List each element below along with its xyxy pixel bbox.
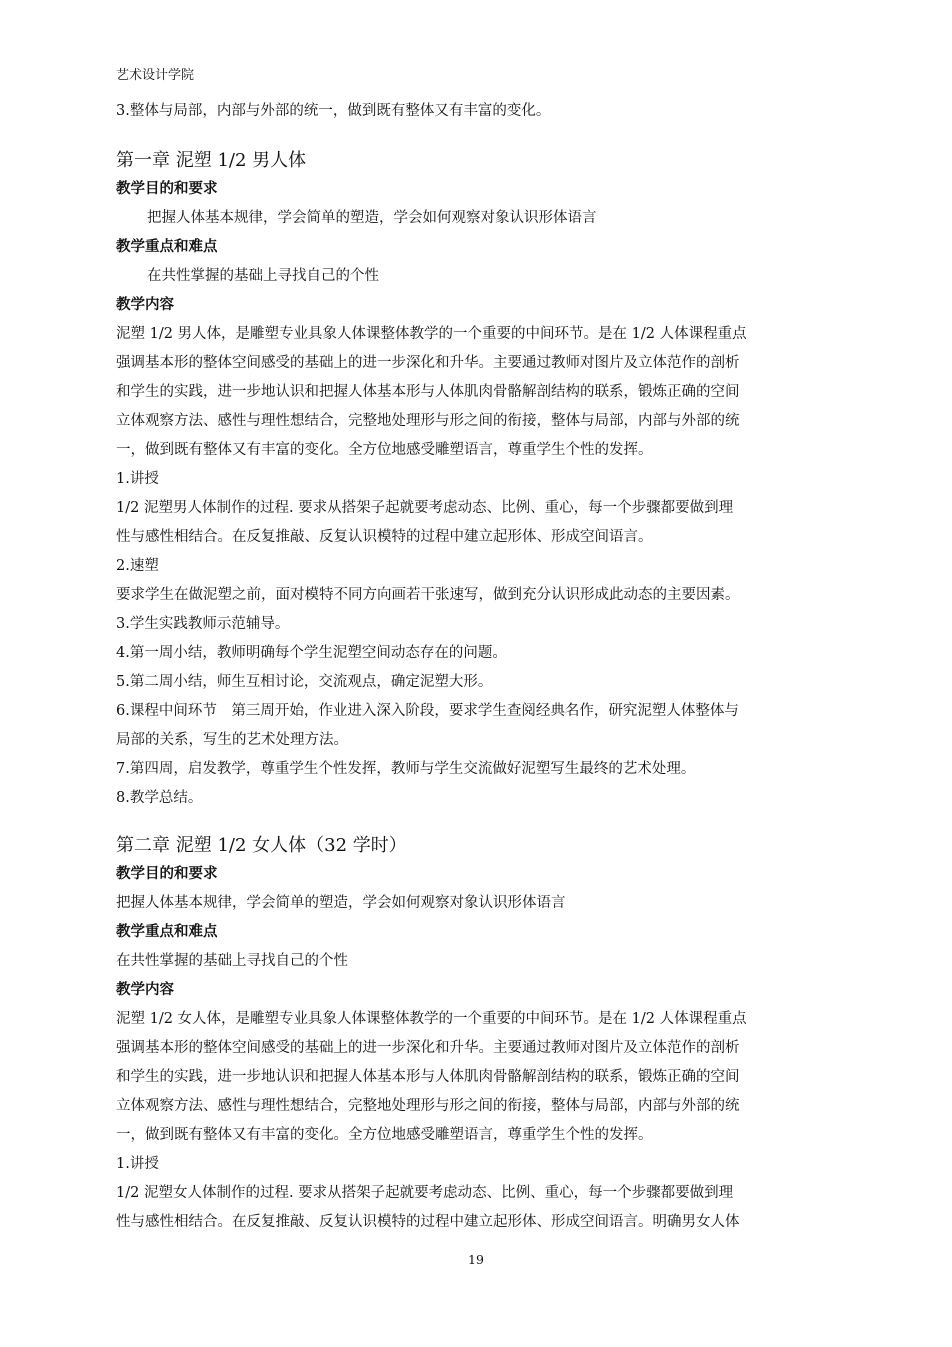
page-content — [116, 97, 836, 1237]
chapter-2-item: 1/2 泥塑女人体制作的过程. 要求从搭架子起就要考虑动态、比例、重心，每一个步骤都要做到理 — [116, 1185, 734, 1201]
chapter-2-key-text: 在共性掌握的基础上寻找自己的个性 — [116, 953, 348, 969]
chapter-1-key-text: 在共性掌握的基础上寻找自己的个性 — [147, 268, 379, 284]
chapter-2-title: 第二章 泥塑 1/2 女人体（32 学时） — [116, 835, 407, 856]
chapter-1-item: 性与感性相结合。在反复推敲、反复认识模特的过程中建立起形体、形成空间语言。 — [116, 529, 653, 545]
chapter-2-content-line: 泥塑 1/2 女人体，是雕塑专业具象人体课整体教学的一个重要的中间环节。是在 1/2 人体课程重点 — [116, 1011, 747, 1027]
chapter-1-goal-heading: 教学目的和要求 — [116, 181, 218, 197]
intro-line: 3.整体与局部，内部与外部的统一，做到既有整体又有丰富的变化。 — [116, 103, 551, 119]
chapter-2-content-line: 一，做到既有整体又有丰富的变化。全方位地感受雕塑语言，尊重学生个性的发挥。 — [116, 1127, 653, 1143]
chapter-2-goal-heading: 教学目的和要求 — [116, 866, 218, 882]
chapter-1-goal-text: 把握人体基本规律，学会简单的塑造，学会如何观察对象认识形体语言 — [147, 210, 597, 226]
chapter-2-content-heading: 教学内容 — [116, 982, 174, 998]
chapter-1-item: 2.速塑 — [116, 558, 159, 574]
chapter-1-title: 第一章 泥塑 1/2 男人体 — [116, 150, 307, 171]
chapter-2-key-heading: 教学重点和难点 — [116, 924, 218, 940]
chapter-2 — [116, 831, 836, 1237]
chapter-1-item: 8.教学总结。 — [116, 790, 203, 806]
chapter-1 — [116, 146, 836, 813]
chapter-1-content-line: 立体观察方法、感性与理性想结合，完整地处理形与形之间的衔接，整体与局部，内部与外部的统 — [116, 413, 740, 429]
chapter-1-item: 1/2 泥塑男人体制作的过程. 要求从搭架子起就要考虑动态、比例、重心，每一个步骤都要做到理 — [116, 500, 734, 516]
page-number: 19 — [468, 1252, 484, 1267]
chapter-2-content-line: 强调基本形的整体空间感受的基础上的进一步深化和升华。主要通过教师对图片及立体范作的剖析 — [116, 1040, 740, 1056]
chapter-1-content-line: 和学生的实践，进一步地认识和把握人体基本形与人体肌肉骨骼解剖结构的联系，锻炼正确的空间 — [116, 384, 740, 400]
chapter-2-item: 1.讲授 — [116, 1156, 159, 1172]
chapter-1-item: 要求学生在做泥塑之前，面对模特不同方向画若干张速写，做到充分认识形成此动态的主要因素。 — [116, 587, 740, 603]
chapter-1-item: 6.课程中间环节 第三周开始，作业进入深入阶段，要求学生查阅经典名作，研究泥塑人体整体与 — [116, 703, 739, 719]
chapter-1-item: 局部的关系，写生的艺术处理方法。 — [116, 732, 348, 748]
section-gap — [116, 813, 836, 831]
chapter-2-item: 性与感性相结合。在反复推敲、反复认识模特的过程中建立起形体、形成空间语言。明确男女人体 — [116, 1214, 740, 1230]
page-header: 艺术设计学院 — [116, 68, 195, 83]
chapter-2-content-line: 立体观察方法、感性与理性想结合，完整地处理形与形之间的衔接，整体与局部，内部与外部的统 — [116, 1098, 740, 1114]
chapter-1-content-heading: 教学内容 — [116, 297, 174, 313]
chapter-1-item: 4.第一周小结，教师明确每个学生泥塑空间动态存在的问题。 — [116, 645, 507, 661]
chapter-1-content-line: 一，做到既有整体又有丰富的变化。全方位地感受雕塑语言，尊重学生个性的发挥。 — [116, 442, 653, 458]
chapter-1-item: 5.第二周小结，师生互相讨论，交流观点，确定泥塑大形。 — [116, 674, 493, 690]
chapter-1-key-heading: 教学重点和难点 — [116, 239, 218, 255]
chapter-2-content-line: 和学生的实践，进一步地认识和把握人体基本形与人体肌肉骨骼解剖结构的联系，锻炼正确的空间 — [116, 1069, 740, 1085]
chapter-1-content-line: 泥塑 1/2 男人体，是雕塑专业具象人体课整体教学的一个重要的中间环节。是在 1/2 人体课程重点 — [116, 326, 747, 342]
chapter-2-goal-text: 把握人体基本规律，学会简单的塑造，学会如何观察对象认识形体语言 — [116, 895, 566, 911]
chapter-1-item: 1.讲授 — [116, 471, 159, 487]
section-gap — [116, 126, 836, 146]
chapter-1-content-line: 强调基本形的整体空间感受的基础上的进一步深化和升华。主要通过教师对图片及立体范作的剖析 — [116, 355, 740, 371]
chapter-1-item: 7.第四周，启发教学，尊重学生个性发挥，教师与学生交流做好泥塑写生最终的艺术处理。 — [116, 761, 696, 777]
chapter-1-item: 3.学生实践教师示范辅导。 — [116, 616, 290, 632]
